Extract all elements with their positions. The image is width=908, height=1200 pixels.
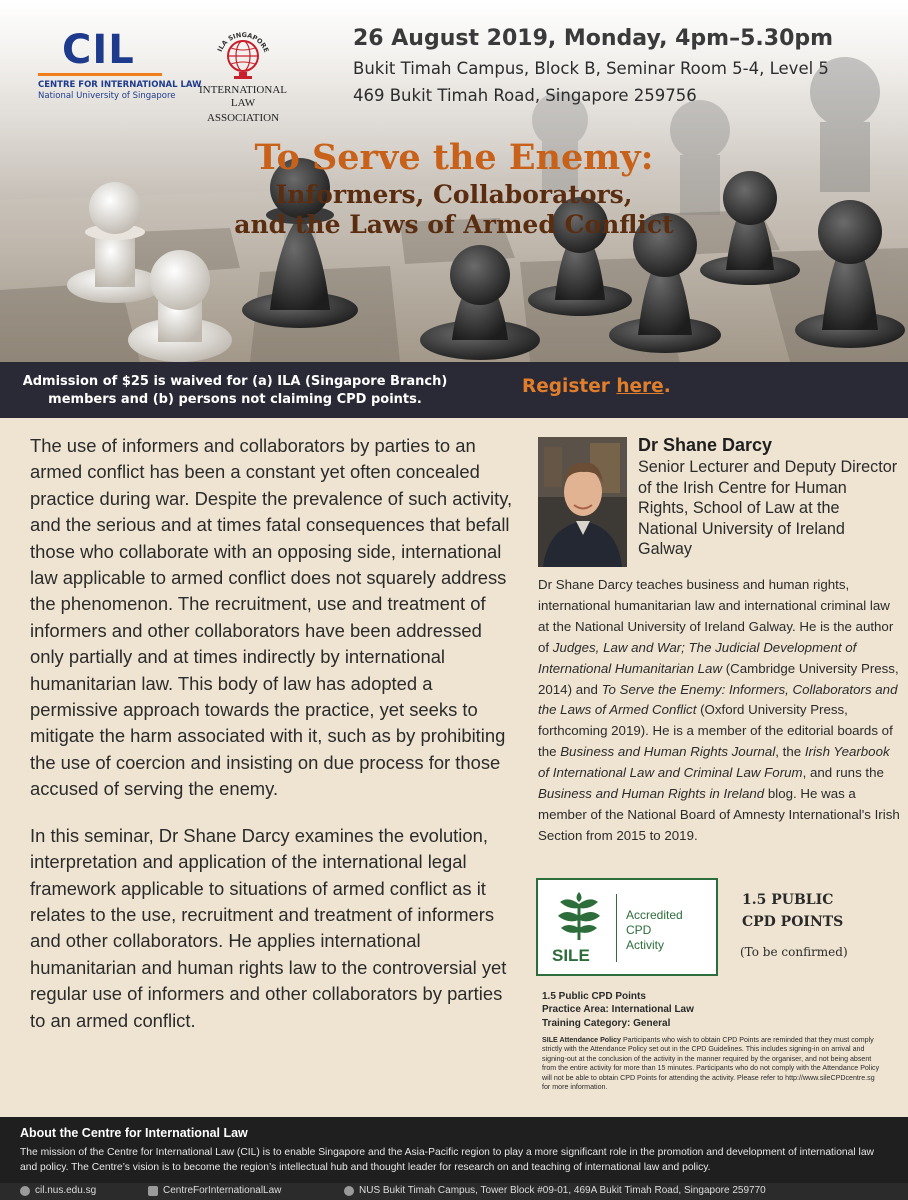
facebook-icon xyxy=(148,1186,158,1196)
sile-accredited-line3: Activity xyxy=(626,938,665,952)
register-suffix: . xyxy=(663,376,671,397)
footer-website[interactable] xyxy=(20,1185,96,1196)
bio-text-6: blog. He was a member of the National Board of Amnesty International's Irish Section from 2015 to 2019. xyxy=(538,786,900,843)
policy-heading: SILE Attendance Policy xyxy=(542,1036,621,1044)
footer-facebook[interactable] xyxy=(148,1185,281,1196)
globe-icon xyxy=(20,1186,30,1196)
location-icon xyxy=(344,1186,354,1196)
speaker-photo xyxy=(538,437,627,567)
policy-text: Participants who wish to obtain CPD Points are reminded that they must comply strictly with the Attendance Policy set out in the CPD Guidelines. This includes signing-in on arrival and signing-out at the conclusion of the activity in the manner required by the organiser, and not being absent from the entire activity for more than 15 minutes. Participants who do not comply with the Attendance Policy will not be able to obtain CPD Points for attending the activity. Please refer to http://www.sileCPDcentre.sg for more information. xyxy=(542,1036,880,1092)
cpd-detail-area: Practice Area: International Law xyxy=(542,1004,694,1016)
bio-blog: Business and Human Rights in Ireland xyxy=(538,786,765,802)
footer-facebook-text: CentreForInternationalLaw xyxy=(163,1185,282,1196)
bio-text-5: , and runs the xyxy=(802,765,884,781)
register-link[interactable]: here xyxy=(616,376,664,397)
register-callout xyxy=(522,376,671,397)
sile-leaf-icon xyxy=(556,890,602,942)
abstract-paragraph-1: The use of informers and collaborators by parties to an armed conflict has been a constant yet often concealed practice during war. Despite the prevalence of such activity, and the serious and at times fatal consequences that befall those who collaborate with an opposing side, international law applicable to armed conflict does not squarely address the phenomenon. The recruitment, use and treatment of informers and other collaborators have been addressed only partially and at times indirectly by international humanitarian law. This body of law has adopted a permissive approach towards the practice, yet seeks to mitigate the harm associated with it, such as by prohibiting the use of coercion and insisting on due process for those accused of serving the enemy. xyxy=(30,435,513,800)
event-venue-line1: Bukit Timah Campus, Block B, Seminar Room 5-4, Level 5 xyxy=(353,59,829,78)
cil-logo-university: National University of Singapore xyxy=(38,91,176,101)
event-date: 26 August 2019, Monday, 4pm–5.30pm xyxy=(353,26,834,51)
footer-address xyxy=(344,1185,766,1196)
cpd-detail-points: 1.5 Public CPD Points xyxy=(542,991,646,1002)
bio-journal-2: Irish Yearbook of International Law and Criminal Law Forum xyxy=(538,744,890,781)
admission-notice xyxy=(0,373,470,409)
bio-book-2: To Serve the Enemy: Informers, Collaborators and the Laws of Armed Conflict xyxy=(538,681,898,718)
cpd-confirm-note: (To be confirmed) xyxy=(740,945,848,959)
register-prefix: Register xyxy=(522,376,617,397)
sile-accreditation-badge xyxy=(536,878,718,976)
bio-journal-1: Business and Human Rights Journal xyxy=(560,744,776,760)
cpd-details xyxy=(542,990,694,1030)
cil-logo-bar xyxy=(38,73,162,76)
ila-globe-icon xyxy=(212,26,274,82)
bio-text-3: (Oxford University Press, forthcoming 2019). He is a member of the editorial boards of the xyxy=(538,702,893,760)
speaker-header xyxy=(638,434,900,560)
seminar-title xyxy=(0,136,908,240)
speaker-role: Senior Lecturer and Deputy Director of the Irish Centre for Human Rights, School of Law at the National University of Ireland Galway xyxy=(638,458,898,558)
footer-website-text: cil.nus.edu.sg xyxy=(35,1185,97,1196)
cpd-attendance-policy xyxy=(542,1036,882,1092)
bio-book-1: Judges, Law and War; The Judicial Development of International Humanitarian Law xyxy=(538,639,857,676)
footer-address-text: NUS Bukit Timah Campus, Tower Block #09-01, 469A Bukit Timah Road, Singapore 259770 xyxy=(359,1185,766,1196)
footer-links xyxy=(0,1183,908,1200)
bio-text-1: Dr Shane Darcy teaches business and human rights, international humanitarian law and international criminal law at the National University of Ireland Galway. He is the author of xyxy=(538,577,894,655)
title-sub-line2: and the Laws of Armed Conflict xyxy=(234,210,674,239)
cil-logo-name: CENTRE FOR INTERNATIONAL LAW xyxy=(38,80,202,90)
sile-wordmark: SILE xyxy=(552,946,590,965)
admission-bar xyxy=(0,362,908,418)
speaker-bio xyxy=(538,575,900,847)
footer-mission-text: The mission of the Centre for International Law (CIL) is to enable Singapore and the Asia-Pacific region to play a more significant role in the promotion and development of international law and policy. The Centre’s vision is to become the region’s intellectual hub and thought leader for research on and teaching of international law and policy. xyxy=(20,1147,874,1173)
event-venue-line2: 469 Bukit Timah Road, Singapore 259756 xyxy=(353,86,697,105)
title-main: To Serve the Enemy: xyxy=(254,137,654,178)
title-sub-line1: Informers, Collaborators, xyxy=(275,180,633,209)
hero-banner xyxy=(0,0,908,362)
ila-logo-name-line2: ASSOCIATION xyxy=(206,112,280,124)
event-info xyxy=(353,24,893,108)
cpd-points-line1: 1.5 PUBLIC xyxy=(742,892,834,908)
footer-heading: About the Centre for International Law xyxy=(20,1126,248,1140)
admission-line1: Admission of $25 is waived for (a) ILA (Singapore Branch) xyxy=(22,374,448,389)
cpd-points-line2: CPD POINTS xyxy=(742,914,844,930)
sile-accredited-text xyxy=(626,908,683,953)
sile-accredited-line1: Accredited xyxy=(626,908,683,922)
seminar-abstract xyxy=(30,433,516,1034)
sile-divider xyxy=(616,894,617,962)
bio-text-4: , the xyxy=(775,744,805,760)
abstract-paragraph-2: In this seminar, Dr Shane Darcy examines the evolution, interpretation and application of the international legal framework applicable to situations of armed conflict as it relates to the use, recruitment and treatment of informers and other collaborators. He applies international humanitarian and human rights law to the controversial yet regular use of informers and other collaborators by parties to an armed conflict. xyxy=(30,824,507,1031)
cpd-points-callout xyxy=(742,889,852,933)
sile-accredited-line2: CPD xyxy=(626,923,652,937)
cil-logo xyxy=(34,27,202,102)
cpd-detail-category: Training Category: General xyxy=(542,1017,671,1029)
ila-logo xyxy=(188,26,298,125)
ila-logo-name-line1: INTERNATIONAL LAW xyxy=(199,84,287,109)
speaker-portrait xyxy=(538,437,627,567)
bio-text-2: (Cambridge University Press, 2014) and xyxy=(538,660,899,697)
cil-logo-letters: CIL xyxy=(62,27,135,73)
speaker-name: Dr Shane Darcy xyxy=(638,435,773,455)
admission-line2: members and (b) persons not claiming CPD points. xyxy=(48,392,422,407)
ila-logo-arc-text: ILA SINGAPORE xyxy=(215,30,271,54)
